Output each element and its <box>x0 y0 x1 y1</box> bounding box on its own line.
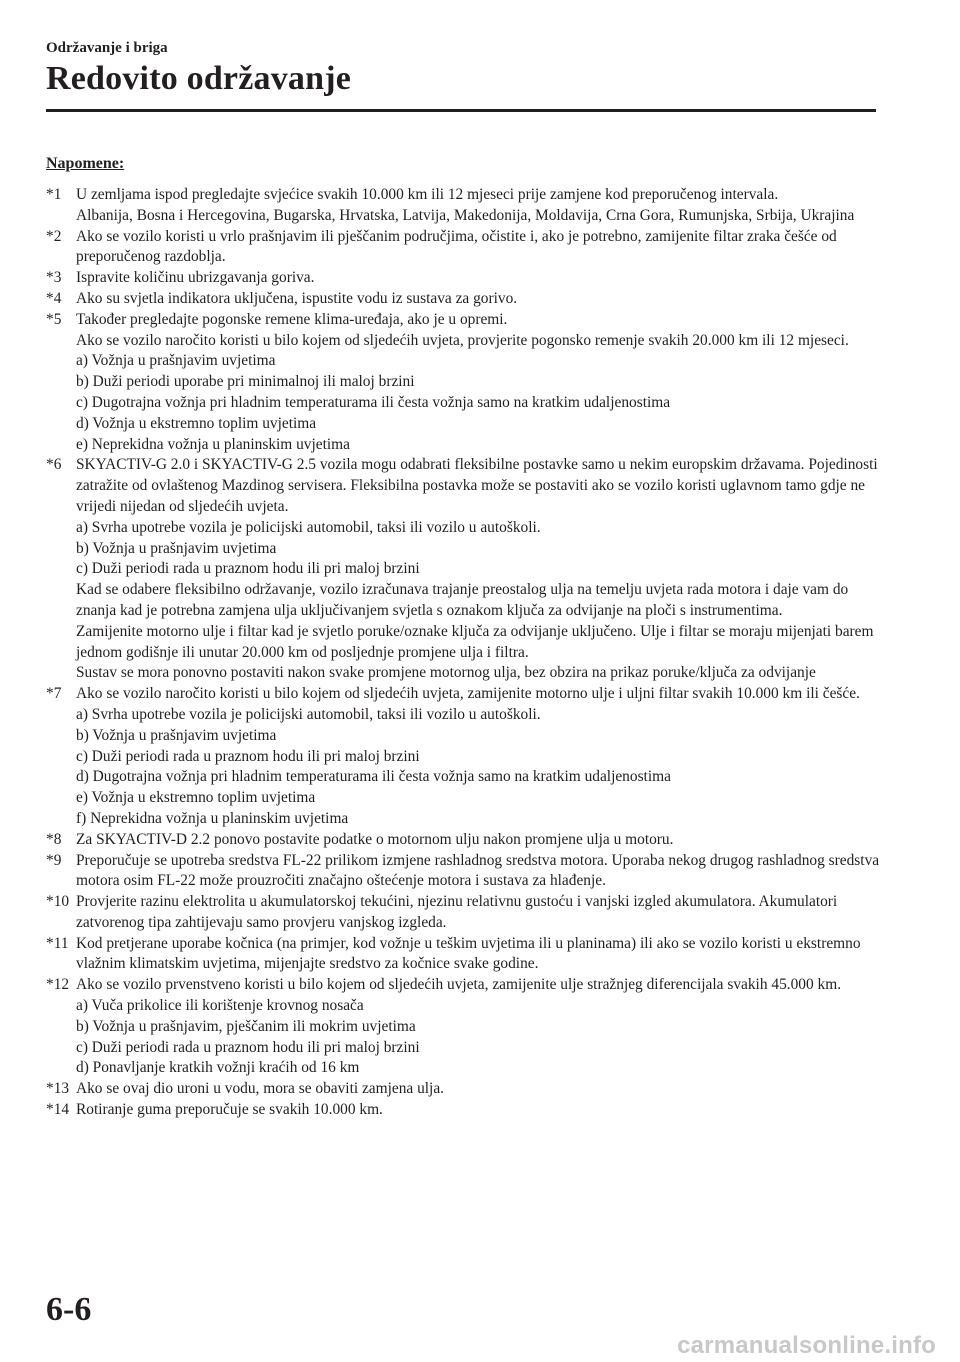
note-text: c) Duži periodi rada u praznom hodu ili pri maloj brzini <box>76 747 420 765</box>
note-number: *7 <box>46 685 62 703</box>
note-text: Ako se ovaj dio uroni u vodu, mora se obaviti zamjena ulja. <box>76 1080 445 1098</box>
page-title: Redovito održavanje <box>46 60 352 97</box>
note-number: *4 <box>46 289 62 307</box>
note-number: *11 <box>46 934 69 952</box>
note-text: e) Vožnja u ekstremno toplim uvjetima <box>76 789 316 807</box>
note-text: Sustav se mora ponovno postaviti nakon svake promjene motornog ulja, bez obzira na prikaz poruke/ključa za odvijanje <box>76 664 816 682</box>
note-text: U zemljama ispod pregledajte svjećice svakih 10.000 km ili 12 mjeseci prije zamjene kod preporučenog intervala. <box>76 186 779 203</box>
note-text: Ako se vozilo naročito koristi u bilo kojem od sljedećih uvjeta, provjerite pogonsko remenje svakih 20.000 km ili 12 mjeseci. <box>76 331 849 349</box>
note-number: *8 <box>46 830 62 848</box>
note-text: d) Vožnja u ekstremno toplim uvjetima <box>76 414 317 432</box>
note-item <box>46 892 882 934</box>
note-text: c) Duži periodi rada u praznom hodu ili pri maloj brzini <box>76 560 420 578</box>
note-text: Rotiranje guma preporučuje se svakih 10.000 km. <box>76 1101 383 1119</box>
note-text: Ispravite količinu ubrizgavanja goriva. <box>76 269 315 287</box>
note-item <box>46 310 882 456</box>
note-text: Zamijenite motorno ulje i filtar kad je svjetlo poruke/oznake ključa za odvijanje uključeno. Ulje i filtar se moraju mijenjati barem jednom godišnje ili unutar 20.000 km od posljednje promjene ulja i filtra. <box>76 622 874 661</box>
note-text: b) Vožnja u prašnjavim uvjetima <box>76 539 277 557</box>
note-text: c) Dugotrajna vožnja pri hladnim temperaturama ili česta vožnja samo na kratkim udaljenostima <box>76 393 671 411</box>
note-number: *9 <box>46 851 62 869</box>
note-text: f) Neprekidna vožnja u planinskim uvjetima <box>76 809 349 827</box>
note-item <box>46 975 882 1079</box>
note-text: Albanija, Bosna i Hercegovina, Bugarska, Hrvatska, Latvija, Makedonija, Moldavija, Crna Gora, Rumunjska, Srbija, Ukrajina <box>76 206 855 224</box>
note-text: Ako se vozilo naročito koristi u bilo kojem od sljedećih uvjeta, zamijenite motorno ulje i uljni filtar svakih 10.000 km ili češće. <box>76 685 860 703</box>
note-text: SKYACTIV-G 2.0 i SKYACTIV-G 2.5 vozila mogu odabrati fleksibilne postavke samo u nekim europskim državama. Pojedinosti zatražite od ovlaštenog Mazdinog servisera. Fleksibilna postavka može se postaviti ako se vozilo koristi uglavnom tamo gdje ne vrijedi nijedan od sljedećih uvjeta. <box>76 456 878 515</box>
section-label: Održavanje i briga <box>46 40 168 56</box>
note-text: c) Duži periodi rada u praznom hodu ili pri maloj brzini <box>76 1038 420 1056</box>
note-text: a) Svrha upotrebe vozila je policijski automobil, taksi ili vozilo u autoškoli. <box>76 705 541 723</box>
note-item <box>46 851 882 893</box>
note-text: a) Vožnja u prašnjavim uvjetima <box>76 352 276 370</box>
note-text: b) Vožnja u prašnjavim, pješčanim ili mokrim uvjetima <box>76 1017 416 1035</box>
note-item <box>46 268 882 289</box>
note-number: *3 <box>46 269 62 287</box>
note-text: Također pregledajte pogonske remene klima-uređaja, ako je u opremi. <box>76 310 508 328</box>
watermark: carmanualsonline.info <box>677 1332 936 1359</box>
note-number: *2 <box>46 227 62 245</box>
notes-list <box>46 185 882 1121</box>
notes-heading: Napomene: <box>46 155 125 172</box>
note-text: a) Svrha upotrebe vozila je policijski automobil, taksi ili vozilo u autoškoli. <box>76 518 541 536</box>
title-rule <box>46 109 876 112</box>
note-number: *13 <box>46 1080 70 1098</box>
note-text: Kod pretjerane uporabe kočnica (na primjer, kod vožnje u teškim uvjetima ili u planinama) ili ako se vozilo koristi u ekstremno vlažnim klimatskim uvjetima, mijenjajte sredstvo za kočnice svake godine. <box>76 934 861 973</box>
note-text: a) Vuča prikolice ili korištenje krovnog nosača <box>76 997 364 1015</box>
note-text: Kad se odabere fleksibilno održavanje, vozilo izračunava trajanje preostalog ulja na temelju uvjeta rada motora i daje vam do znanja kad je potrebna zamjena ulja uključivanjem svjetla s oznakom ključa za odvijanje na ploči s instrumentima. <box>76 581 849 619</box>
note-text: d) Dugotrajna vožnja pri hladnim temperaturama ili česta vožnja samo na kratkim udaljenostima <box>76 768 671 786</box>
note-item <box>46 455 882 684</box>
note-number: *14 <box>46 1101 70 1119</box>
note-text: Preporučuje se upotreba sredstva FL-22 prilikom izmjene rashladnog sredstva motora. Uporaba nekog drugog rashladnog sredstva motora osim FL-22 može prouzročiti značajno oštećenje motora i sustava za hlađenje. <box>76 851 880 890</box>
note-item <box>46 1079 882 1100</box>
note-text: Ako se vozilo koristi u vrlo prašnjavim ili pješčanim područjima, očistite i, ako je potrebno, zamijenite filtar zraka češće od preporučenog razdoblja. <box>76 227 837 266</box>
note-number: *10 <box>46 893 70 911</box>
note-item <box>46 684 882 830</box>
page-number: 6-6 <box>46 1291 92 1328</box>
note-number: *6 <box>46 456 62 474</box>
note-item <box>46 185 882 227</box>
note-text: Ako se vozilo prvenstveno koristi u bilo kojem od sljedećih uvjeta, zamijenite ulje stražnjeg diferencijala svakih 45.000 km. <box>76 976 842 994</box>
note-item <box>46 830 882 851</box>
note-text: Provjerite razinu elektrolita u akumulatorskoj tekućini, njezinu relativnu gustoću i vanjski izgled akumulatora. Akumulatori zatvorenog tipa zahtijevaju samo provjeru vanjskog izgleda. <box>76 893 838 931</box>
note-item <box>46 227 882 269</box>
note-text: Ako su svjetla indikatora uključena, ispustite vodu iz sustava za gorivo. <box>76 289 518 307</box>
note-text: b) Vožnja u prašnjavim uvjetima <box>76 726 277 744</box>
note-text: e) Neprekidna vožnja u planinskim uvjetima <box>76 435 350 453</box>
note-number: *12 <box>46 976 70 994</box>
note-number: *1 <box>46 186 62 203</box>
note-text: Za SKYACTIV-D 2.2 ponovo postavite podatke o motornom ulju nakon promjene ulja u motoru. <box>76 830 674 848</box>
note-item <box>46 934 882 976</box>
note-number: *5 <box>46 310 62 328</box>
note-text: d) Ponavljanje kratkih vožnji kraćih od 16 km <box>76 1059 360 1077</box>
note-text: b) Duži periodi uporabe pri minimalnoj ili maloj brzini <box>76 373 415 391</box>
note-item <box>46 289 882 310</box>
note-item <box>46 1100 882 1121</box>
